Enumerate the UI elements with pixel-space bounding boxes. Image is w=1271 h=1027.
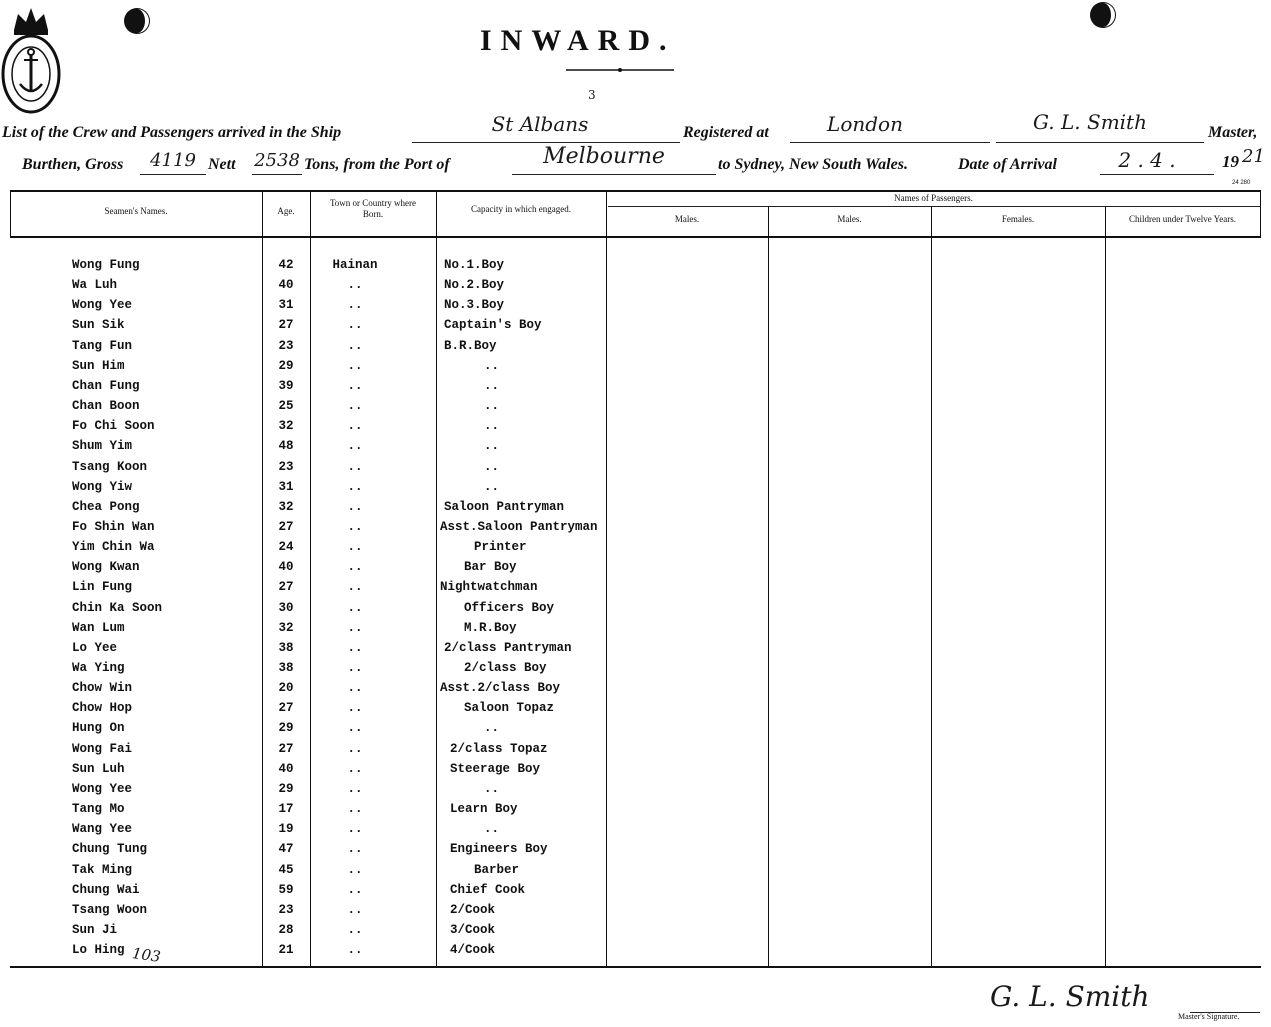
col-header-females: Females.	[1001, 214, 1035, 224]
seaman-age: 17	[278, 802, 294, 816]
seaman-capacity: Barber	[474, 863, 520, 877]
seaman-capacity: Asst.Saloon Pantryman	[440, 520, 598, 534]
seaman-name: Yim Chin Wa	[72, 540, 155, 554]
seaman-name: Fo Chi Soon	[72, 419, 155, 433]
seaman-capacity: Saloon Topaz	[464, 701, 555, 715]
seaman-age: 23	[278, 903, 294, 917]
seaman-capacity: Steerage Boy	[450, 762, 541, 776]
seaman-name: Tsang Woon	[72, 903, 148, 917]
seaman-age: 24	[278, 540, 294, 554]
seaman-age: 31	[278, 480, 294, 494]
seaman-age: 23	[278, 339, 294, 353]
seaman-birthplace: ..	[347, 863, 363, 877]
seaman-name: Wong Yee	[72, 782, 133, 796]
seaman-capacity: ..	[484, 379, 500, 393]
seaman-capacity: Chief Cook	[450, 883, 526, 897]
seaman-name: Lo Yee	[72, 641, 118, 655]
signature-label: Master's Signature.	[1178, 1012, 1240, 1021]
registered-rule	[790, 142, 990, 143]
list-heading: List of the Crew and Passengers arrived in the Ship	[2, 124, 342, 141]
seaman-age: 29	[278, 782, 294, 796]
tons-from-label: Tons, from the Port of	[304, 156, 450, 173]
seaman-capacity: 2/Cook	[450, 903, 496, 917]
ship-name: St Albans	[491, 112, 589, 136]
year-prefix: 19	[1222, 152, 1239, 171]
seaman-capacity: ..	[484, 359, 500, 373]
seaman-capacity: No.3.Boy	[444, 298, 505, 312]
seaman-birthplace: ..	[347, 399, 363, 413]
seaman-age: 27	[278, 701, 294, 715]
seaman-birthplace: ..	[347, 318, 363, 332]
seaman-birthplace: ..	[347, 560, 363, 574]
col-divider	[931, 206, 932, 966]
seaman-age: 29	[278, 359, 294, 373]
col-header-town: Town or Country where Born.	[329, 198, 417, 219]
seaman-birthplace: ..	[347, 359, 363, 373]
seaman-name: Wong Kwan	[72, 560, 140, 574]
seaman-capacity: ..	[484, 399, 500, 413]
seaman-name: Chan Fung	[72, 379, 140, 393]
seaman-age: 42	[278, 258, 294, 272]
seaman-age: 39	[278, 379, 294, 393]
arrival-date-label: Date of Arrival	[958, 156, 1057, 173]
seaman-age: 21	[278, 943, 294, 957]
destination-label: to Sydney, New South Wales.	[718, 156, 908, 173]
table-header-rule	[10, 236, 1261, 238]
col-divider	[768, 206, 769, 966]
seaman-name: Sun Him	[72, 359, 125, 373]
seaman-age: 28	[278, 923, 294, 937]
seaman-birthplace: ..	[347, 762, 363, 776]
registered-port: London	[827, 112, 903, 136]
seaman-age: 30	[278, 601, 294, 615]
seaman-age: 40	[278, 762, 294, 776]
seaman-capacity: B.R.Boy	[444, 339, 497, 353]
year-suffix: 21	[1242, 146, 1265, 167]
seaman-name: Tang Fun	[72, 339, 133, 353]
seaman-age: 38	[278, 641, 294, 655]
seaman-age: 59	[278, 883, 294, 897]
seaman-name: Wan Lum	[72, 621, 125, 635]
master-rule	[996, 142, 1204, 143]
gross-tons: 4119	[150, 150, 196, 171]
seaman-name: Sun Ji	[72, 923, 118, 937]
port-rule	[512, 174, 716, 175]
nett-rule	[252, 174, 302, 175]
seaman-name: Tsang Koon	[72, 460, 148, 474]
seaman-capacity: No.1.Boy	[444, 258, 505, 272]
passenger-header-rule	[608, 206, 1261, 207]
seal-text	[0, 0, 1, 1]
seaman-capacity: Engineers Boy	[450, 842, 548, 856]
seaman-capacity: ..	[484, 782, 500, 796]
seaman-birthplace: ..	[347, 580, 363, 594]
seaman-birthplace: ..	[347, 520, 363, 534]
seaman-birthplace: ..	[347, 822, 363, 836]
seaman-capacity: 2/class Topaz	[450, 742, 548, 756]
burthen-label: Burthen, Gross	[22, 156, 124, 173]
hole-punch-icon	[1088, 0, 1118, 30]
seaman-capacity: No.2.Boy	[444, 278, 505, 292]
col-divider	[310, 190, 311, 966]
ship-rule	[412, 142, 680, 143]
seaman-birthplace: ..	[347, 701, 363, 715]
date-rule	[1100, 174, 1214, 175]
seaman-name: Chung Wai	[72, 883, 140, 897]
seaman-name: Sun Luh	[72, 762, 125, 776]
seaman-capacity: Printer	[474, 540, 527, 554]
seaman-birthplace: ..	[347, 298, 363, 312]
seaman-name: Chan Boon	[72, 399, 140, 413]
seaman-name: Chung Tung	[72, 842, 148, 856]
registered-label: Registered at	[683, 124, 769, 141]
col-header-capacity: Capacity in which engaged.	[471, 204, 571, 214]
page-title: INWARD.	[480, 24, 676, 57]
table-bottom-rule	[10, 966, 1261, 968]
seaman-birthplace: ..	[347, 842, 363, 856]
seaman-capacity: ..	[484, 460, 500, 474]
seaman-birthplace: ..	[347, 903, 363, 917]
seaman-age: 32	[278, 621, 294, 635]
seaman-capacity: ..	[484, 419, 500, 433]
seaman-capacity: Asst.2/class Boy	[440, 681, 561, 695]
seaman-name: Shum Yim	[72, 439, 133, 453]
col-header-children: Children under Twelve Years.	[1129, 214, 1236, 224]
seaman-name: Wong Fai	[72, 742, 133, 756]
seaman-age: 27	[278, 318, 294, 332]
seaman-name: Fo Shin Wan	[72, 520, 155, 534]
seaman-capacity: 4/Cook	[450, 943, 496, 957]
page-mark: 3	[588, 88, 596, 102]
seaman-name: Tang Mo	[72, 802, 125, 816]
seaman-age: 45	[278, 863, 294, 877]
seaman-birthplace: ..	[347, 500, 363, 514]
seaman-capacity: Captain's Boy	[444, 318, 542, 332]
nett-label: Nett	[208, 156, 236, 173]
seaman-capacity: M.R.Boy	[464, 621, 517, 635]
seaman-age: 47	[278, 842, 294, 856]
seaman-birthplace: ..	[347, 621, 363, 635]
col-header-age: Age.	[277, 206, 295, 216]
seaman-capacity: 2/class Pantryman	[444, 641, 572, 655]
seaman-name: Lin Fung	[72, 580, 133, 594]
seaman-name: Wang Yee	[72, 822, 133, 836]
seaman-birthplace: ..	[347, 601, 363, 615]
table-top-rule	[10, 190, 1261, 192]
seaman-name: Tak Ming	[72, 863, 133, 877]
seaman-name: Chow Hop	[72, 701, 133, 715]
seaman-age: 38	[278, 661, 294, 675]
seaman-age: 48	[278, 439, 294, 453]
seaman-name: Wong Yee	[72, 298, 133, 312]
gross-rule	[140, 174, 206, 175]
seaman-age: 27	[278, 580, 294, 594]
seaman-capacity: Saloon Pantryman	[444, 500, 565, 514]
margin-note: 103	[130, 944, 162, 966]
seaman-capacity: Bar Boy	[464, 560, 517, 574]
seaman-birthplace: ..	[347, 721, 363, 735]
master-signature: G. L. Smith	[990, 980, 1150, 1013]
seaman-birthplace: ..	[347, 802, 363, 816]
seaman-age: 25	[278, 399, 294, 413]
seaman-name: Chow Win	[72, 681, 133, 695]
seaman-age: 40	[278, 560, 294, 574]
seaman-age: 27	[278, 742, 294, 756]
seaman-age: 23	[278, 460, 294, 474]
hole-punch-icon	[122, 6, 152, 36]
seaman-capacity: ..	[484, 439, 500, 453]
seaman-capacity: ..	[484, 480, 500, 494]
seaman-age: 27	[278, 520, 294, 534]
seaman-birthplace: Hainan	[332, 258, 378, 272]
seaman-birthplace: ..	[347, 681, 363, 695]
seaman-birthplace: ..	[347, 339, 363, 353]
col-header-males: Males.	[674, 214, 700, 224]
col-divider	[1105, 206, 1106, 966]
shipping-master-seal	[0, 0, 62, 118]
seaman-name: Wa Ying	[72, 661, 125, 675]
seaman-name: Chea Pong	[72, 500, 140, 514]
seaman-name: Wong Fung	[72, 258, 140, 272]
nett-tons: 2538	[254, 150, 300, 171]
seaman-birthplace: ..	[347, 641, 363, 655]
seaman-birthplace: ..	[347, 923, 363, 937]
seaman-capacity: Learn Boy	[450, 802, 518, 816]
seaman-capacity: ..	[484, 721, 500, 735]
seaman-name: Wong Yiw	[72, 480, 133, 494]
seaman-capacity: Nightwatchman	[440, 580, 538, 594]
seaman-capacity: Officers Boy	[464, 601, 555, 615]
seaman-age: 20	[278, 681, 294, 695]
seaman-age: 31	[278, 298, 294, 312]
seaman-birthplace: ..	[347, 419, 363, 433]
col-header-males: Males.	[837, 214, 862, 224]
seaman-birthplace: ..	[347, 278, 363, 292]
col-header-name: Seamen's Names.	[104, 206, 168, 216]
seaman-age: 29	[278, 721, 294, 735]
seaman-age: 19	[278, 822, 294, 836]
seaman-birthplace: ..	[347, 379, 363, 393]
departure-port: Melbourne	[543, 144, 665, 169]
seaman-capacity: ..	[484, 822, 500, 836]
seaman-name: Lo Hing	[72, 943, 125, 957]
seaman-birthplace: ..	[347, 540, 363, 554]
seaman-birthplace: ..	[347, 661, 363, 675]
seaman-birthplace: ..	[347, 742, 363, 756]
seaman-name: Wa Luh	[72, 278, 118, 292]
seaman-birthplace: ..	[347, 480, 363, 494]
seaman-capacity: 2/class Boy	[464, 661, 547, 675]
seaman-name: Chin Ka Soon	[72, 601, 163, 615]
seaman-name: Hung On	[72, 721, 125, 735]
seaman-birthplace: ..	[347, 883, 363, 897]
arrival-date: 2 . 4 .	[1118, 148, 1176, 172]
seaman-birthplace: ..	[347, 439, 363, 453]
seaman-birthplace: ..	[347, 460, 363, 474]
seaman-age: 40	[278, 278, 294, 292]
master-label: Master,	[1208, 124, 1258, 141]
seaman-birthplace: ..	[347, 782, 363, 796]
master-name: G. L. Smith	[1033, 110, 1147, 134]
seaman-name: Sun Sik	[72, 318, 125, 332]
col-divider	[436, 190, 437, 966]
title-ornament	[566, 68, 674, 72]
seaman-capacity: 3/Cook	[450, 923, 496, 937]
seaman-birthplace: ..	[347, 943, 363, 957]
col-header-passengers: Names of Passengers.	[894, 193, 973, 203]
seaman-age: 32	[278, 419, 294, 433]
seaman-age: 32	[278, 500, 294, 514]
form-number: 24 280	[1232, 180, 1251, 186]
